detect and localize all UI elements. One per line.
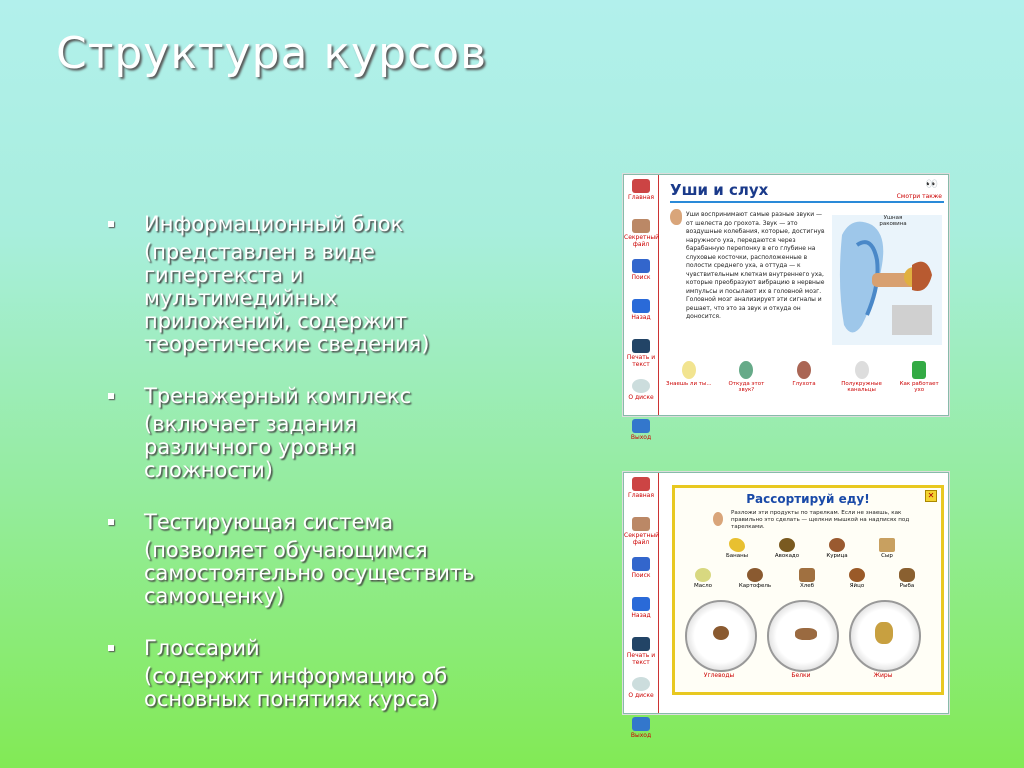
instructions-text: Разложи эти продукты по тарелкам. Если не знаешь, как правильно это сделать — щелкни мышкой на надписях под тарелками. <box>731 510 910 530</box>
disc-icon <box>632 379 650 393</box>
food-potato[interactable]: Картофель <box>735 568 775 589</box>
home-icon <box>632 179 650 193</box>
bullet-heading: Тестирующая система <box>144 510 394 534</box>
plate-food-icon <box>875 622 893 644</box>
bullet-line: мультимедийных <box>144 286 338 310</box>
bullet-info-block <box>108 212 568 356</box>
avocado-icon <box>779 538 795 552</box>
nav-home[interactable]: Главная <box>624 477 658 513</box>
bullet-marker <box>108 645 114 651</box>
bullet-line: самооценку) <box>144 584 285 608</box>
plate-label-fats[interactable]: Жиры <box>873 672 893 679</box>
ear-label: Ушная раковина <box>879 215 907 227</box>
food-bread[interactable]: Хлеб <box>787 568 827 589</box>
title-divider <box>670 201 944 203</box>
nav-exit[interactable]: Выход <box>624 419 658 455</box>
nav-search[interactable]: Поиск <box>624 557 658 593</box>
search-icon <box>632 259 650 273</box>
nav-about-disc[interactable]: О диске <box>624 677 658 713</box>
bottle-icon <box>739 361 753 379</box>
nav-sidebar <box>624 175 660 441</box>
bullet-testing <box>108 510 568 608</box>
bullet-description <box>144 539 568 608</box>
nav-print[interactable]: Печать и текст <box>624 339 658 375</box>
nav-about-disc[interactable]: О диске <box>624 379 658 415</box>
camera-icon <box>912 361 926 379</box>
bullet-description <box>144 413 568 482</box>
bullet-description <box>144 665 568 711</box>
nav-back[interactable]: Назад <box>624 597 658 633</box>
link-semicircular-canals[interactable]: Полукружные канальцы <box>838 361 886 393</box>
bullet-line: (включает задания <box>144 412 357 436</box>
food-cheese[interactable]: Сыр <box>867 538 907 559</box>
exit-door-icon <box>632 717 650 731</box>
bullet-description <box>144 241 568 356</box>
page-title: Уши и слух <box>670 181 769 199</box>
banana-icon <box>729 538 745 552</box>
nav-home[interactable]: Главная <box>624 179 658 215</box>
ear-small-icon <box>713 512 723 526</box>
bullet-line: сложности) <box>144 458 273 482</box>
nav-exit[interactable]: Выход <box>624 717 658 753</box>
ear-anatomy-illustration <box>832 215 942 345</box>
nav-search[interactable]: Поиск <box>624 259 658 295</box>
bullet-line: основных понятиях курса) <box>144 687 439 711</box>
link-how-ear-works[interactable]: Как работает ухо <box>895 361 943 393</box>
nav-print[interactable]: Печать и текст <box>624 637 658 673</box>
bulb-icon <box>682 361 696 379</box>
eyes-icon[interactable]: 👀 <box>925 179 938 190</box>
bullet-line: приложений, содержит <box>144 309 408 333</box>
dialog-title: Рассортируй еду! <box>746 492 870 506</box>
bullet-heading: Информационный блок <box>144 212 404 236</box>
printer-icon <box>632 339 650 353</box>
food-chicken[interactable]: Курица <box>817 538 857 559</box>
sort-food-dialog <box>672 485 944 695</box>
plate-food-icon <box>713 626 729 640</box>
bullet-line: гипертекста и <box>144 263 304 287</box>
potato-icon <box>747 568 763 582</box>
chicken-icon <box>829 538 845 552</box>
link-do-you-know[interactable]: Знаешь ли ты... <box>665 361 713 393</box>
printer-icon <box>632 637 650 651</box>
exit-door-icon <box>632 419 650 433</box>
bullet-line: (позволяет обучающимся <box>144 538 428 562</box>
bullet-heading: Глоссарий <box>144 636 260 660</box>
bread-icon <box>799 568 815 582</box>
nav-back[interactable]: Назад <box>624 299 658 335</box>
bullet-list <box>108 212 568 739</box>
food-butter[interactable]: Масло <box>683 568 723 589</box>
bullet-marker <box>108 519 114 525</box>
bullet-line: теоретические сведения) <box>144 332 430 356</box>
disc-icon <box>632 677 650 691</box>
file-icon <box>632 517 650 531</box>
link-where-sound[interactable]: Откуда этот звук? <box>722 361 770 393</box>
nav-sidebar <box>624 473 660 739</box>
file-icon <box>632 219 650 233</box>
food-egg[interactable]: Яйцо <box>837 568 877 589</box>
bullet-marker <box>108 221 114 227</box>
bullet-heading: Тренажерный комплекс <box>144 384 412 408</box>
food-bananas[interactable]: Бананы <box>717 538 757 559</box>
canals-icon <box>855 361 869 379</box>
cheese-icon <box>879 538 895 552</box>
home-icon <box>632 477 650 491</box>
back-arrow-icon <box>632 597 650 611</box>
link-deafness[interactable]: Глухота <box>780 361 828 393</box>
plate-label-carbs[interactable]: Углеводы <box>703 672 735 679</box>
bottom-links <box>660 361 948 393</box>
screenshot-ears-hearing <box>623 174 949 441</box>
content-area <box>660 473 948 713</box>
food-fish[interactable]: Рыба <box>887 568 927 589</box>
nav-secret-file[interactable]: Секретный файл <box>624 219 658 255</box>
bullet-glossary <box>108 636 568 711</box>
bullet-line: самостоятельно осуществить <box>144 561 475 585</box>
bullet-marker <box>108 393 114 399</box>
back-arrow-icon <box>632 299 650 313</box>
person-icon <box>797 361 811 379</box>
screenshot-sort-food <box>623 472 949 739</box>
see-also-link[interactable]: Смотри также <box>896 193 942 200</box>
plate-food-icon <box>795 628 817 640</box>
search-icon <box>632 557 650 571</box>
article-text: Уши воспринимают самые разные звуки — от шелеста до грохота. Звук — это воздушные колебания, которые, достигнув наружного уха, передаются через барабанную перепонку в его глубине на слуховые косточки, расположенные в полости среднего уха, а оттуда — к чувствительным клеткам внутреннего уха, которые преобразуют вибрацию в нервные импульсы и посылают их в головной мозг. Головной мозг анализирует эти сигналы и решает, что это за звук и откуда он доносится. <box>686 211 825 320</box>
butter-icon <box>695 568 711 582</box>
food-avocado[interactable]: Авокадо <box>767 538 807 559</box>
plate-label-proteins[interactable]: Белки <box>791 672 811 679</box>
fish-icon <box>899 568 915 582</box>
content-area <box>660 175 948 415</box>
slide-title: Структура курсов <box>56 28 488 79</box>
bullet-line: (представлен в виде <box>144 240 375 264</box>
egg-icon <box>849 568 865 582</box>
ear-small-icon <box>670 209 682 225</box>
nav-secret-file[interactable]: Секретный файл <box>624 517 658 553</box>
bullet-line: (содержит информацию об <box>144 664 448 688</box>
bullet-line: различного уровня <box>144 435 356 459</box>
bullet-trainer <box>108 384 568 482</box>
close-button[interactable]: ✕ <box>925 490 937 502</box>
